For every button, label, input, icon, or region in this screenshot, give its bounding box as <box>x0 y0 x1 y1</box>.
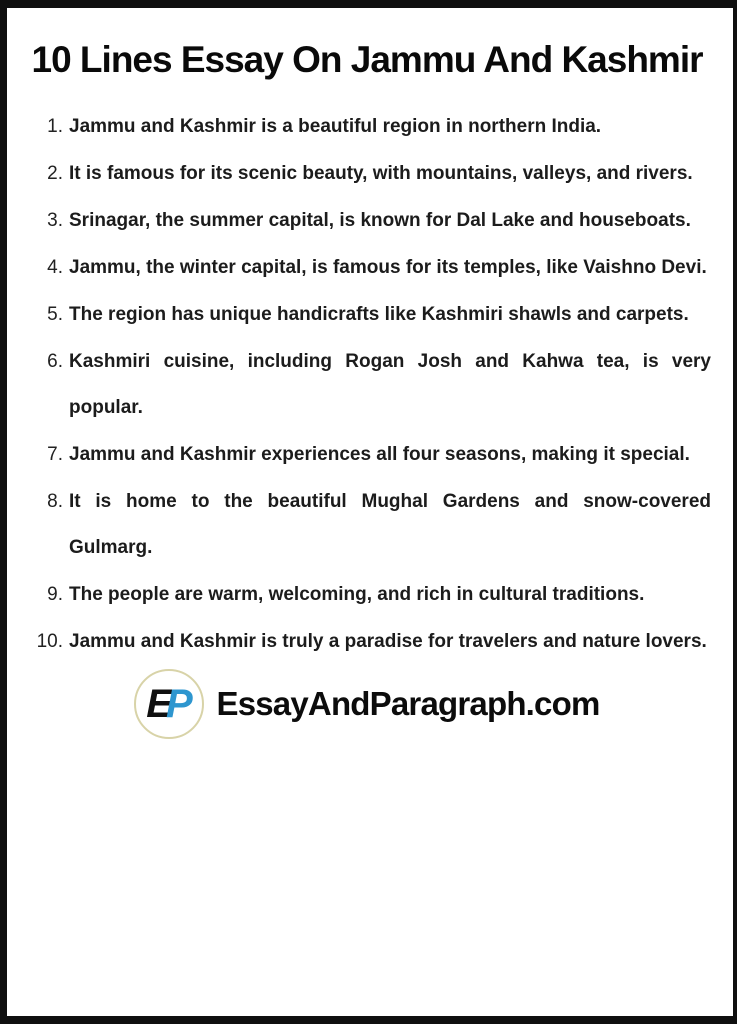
site-footer <box>23 667 711 741</box>
list-item <box>23 245 711 291</box>
logo-letter-e: E <box>146 682 173 727</box>
item-text: Jammu and Kashmir experiences all four seasons, making it special. <box>69 444 690 466</box>
item-text: Jammu, the winter capital, is famous for its temples, like Vaishno Devi. <box>69 257 707 279</box>
item-text: Jammu and Kashmir is a beautiful region in northern India. <box>69 116 602 138</box>
item-number: 9. <box>47 584 63 606</box>
item-text: The people are warm, welcoming, and rich in cultural traditions. <box>69 584 645 606</box>
item-number: 7. <box>47 444 63 466</box>
list-item <box>23 619 711 665</box>
essay-title: 10 Lines Essay On Jammu And Kashmir <box>31 39 703 80</box>
item-number: 6. <box>47 351 63 373</box>
item-text: Srinagar, the summer capital, is known for Dal Lake and houseboats. <box>69 210 691 232</box>
list-item <box>23 572 711 618</box>
item-number: 4. <box>47 257 63 279</box>
list-item <box>23 479 711 571</box>
item-text: The region has unique handicrafts like Kashmiri shawls and carpets. <box>69 304 689 326</box>
site-name: EssayAndParagraph.com <box>216 685 600 723</box>
item-text: Jammu and Kashmir is truly a paradise for travelers and nature lovers. <box>69 631 707 653</box>
item-number: 5. <box>47 304 63 326</box>
list-item <box>23 339 711 431</box>
item-text: Kashmiri cuisine, including Rogan Josh and Kahwa tea, is very popular. <box>69 351 711 419</box>
list-item <box>23 292 711 338</box>
item-number: 3. <box>47 210 63 232</box>
essay-list <box>23 104 711 665</box>
item-text: It is home to the beautiful Mughal Gardens and snow-covered Gulmarg. <box>69 491 711 559</box>
item-number: 1. <box>47 116 63 138</box>
logo-letter-p: P <box>165 682 193 727</box>
list-item <box>23 104 711 150</box>
item-number: 8. <box>47 491 63 513</box>
list-item <box>23 198 711 244</box>
item-number: 10. <box>36 631 63 653</box>
item-number: 2. <box>47 163 63 185</box>
site-logo <box>134 669 204 739</box>
item-text: It is famous for its scenic beauty, with mountains, valleys, and rivers. <box>69 163 693 185</box>
list-item <box>23 151 711 197</box>
list-item <box>23 432 711 478</box>
